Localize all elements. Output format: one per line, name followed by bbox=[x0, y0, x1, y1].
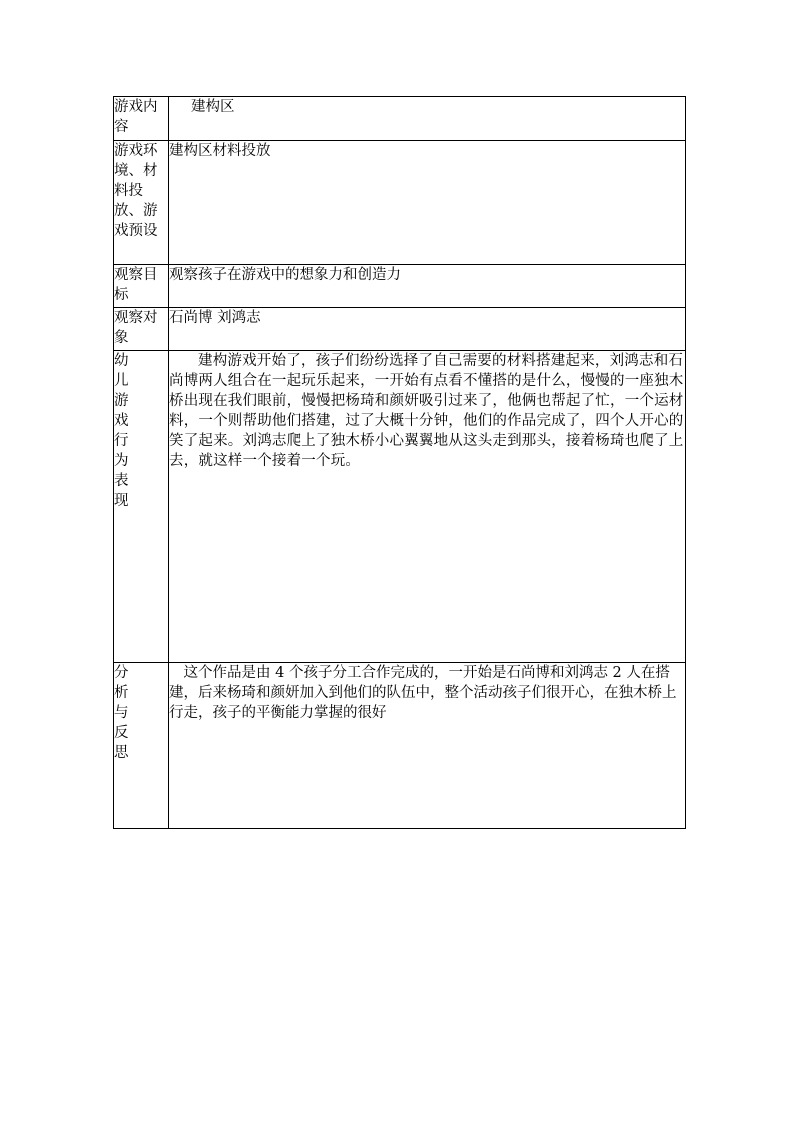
label-char: 游 bbox=[114, 393, 129, 409]
value-observation-goal: 观察孩子在游戏中的想象力和创造力 bbox=[169, 265, 686, 308]
label-char: 儿 bbox=[114, 373, 129, 389]
label-analysis-reflection bbox=[114, 663, 169, 829]
label-environment-materials: 游戏环境、材料投放、游戏预设 bbox=[114, 141, 169, 265]
label-char: 与 bbox=[114, 705, 129, 721]
value-analysis-reflection: 这个作品是由 4 个孩子分工合作完成的，一开始是石尚博和刘鸿志 2 人在搭建，后来杨琦和颜妍加入到他们的队伍中，整个活动孩子们很开心，在独木桥上行走，孩子的平衡能力掌握的很好 bbox=[169, 663, 686, 829]
value-game-content: 建构区 bbox=[169, 97, 686, 141]
label-observation-subjects: 观察对象 bbox=[114, 308, 169, 351]
table-row bbox=[114, 265, 686, 308]
label-char: 戏 bbox=[114, 413, 129, 429]
table-row bbox=[114, 351, 686, 663]
label-char: 分 bbox=[114, 665, 129, 681]
label-game-content: 游戏内容 bbox=[114, 97, 169, 141]
table-row bbox=[114, 663, 686, 829]
label-char: 幼 bbox=[114, 353, 129, 369]
label-char: 思 bbox=[114, 745, 129, 761]
table-row bbox=[114, 141, 686, 265]
value-child-behavior: 建构游戏开始了，孩子们纷纷选择了自己需要的材料搭建起来，刘鸿志和石尚博两人组合在一起玩乐起来，一开始有点看不懂搭的是什么，慢慢的一座独木桥出现在我们眼前，慢慢把杨琦和颜妍吸引过来了，他俩也帮起了忙，一个运材料，一个则帮助他们搭建，过了大概十分钟，他们的作品完成了，四个人开心的笑了起来。刘鸿志爬上了独木桥小心翼翼地从这头走到那头，接着杨琦也爬了上去，就这样一个接着一个玩。 bbox=[169, 351, 686, 663]
label-char: 析 bbox=[114, 685, 129, 701]
label-char: 表 bbox=[114, 473, 129, 489]
observation-record-table bbox=[113, 96, 686, 829]
value-environment-materials: 建构区材料投放 bbox=[169, 141, 686, 265]
label-observation-goal: 观察目标 bbox=[114, 265, 169, 308]
label-char: 行 bbox=[114, 433, 129, 449]
label-child-behavior bbox=[114, 351, 169, 663]
label-char: 现 bbox=[114, 493, 129, 509]
label-char: 反 bbox=[114, 725, 129, 741]
table-row bbox=[114, 308, 686, 351]
table-row bbox=[114, 97, 686, 141]
label-char: 为 bbox=[114, 453, 129, 469]
value-observation-subjects: 石尚博 刘鸿志 bbox=[169, 308, 686, 351]
